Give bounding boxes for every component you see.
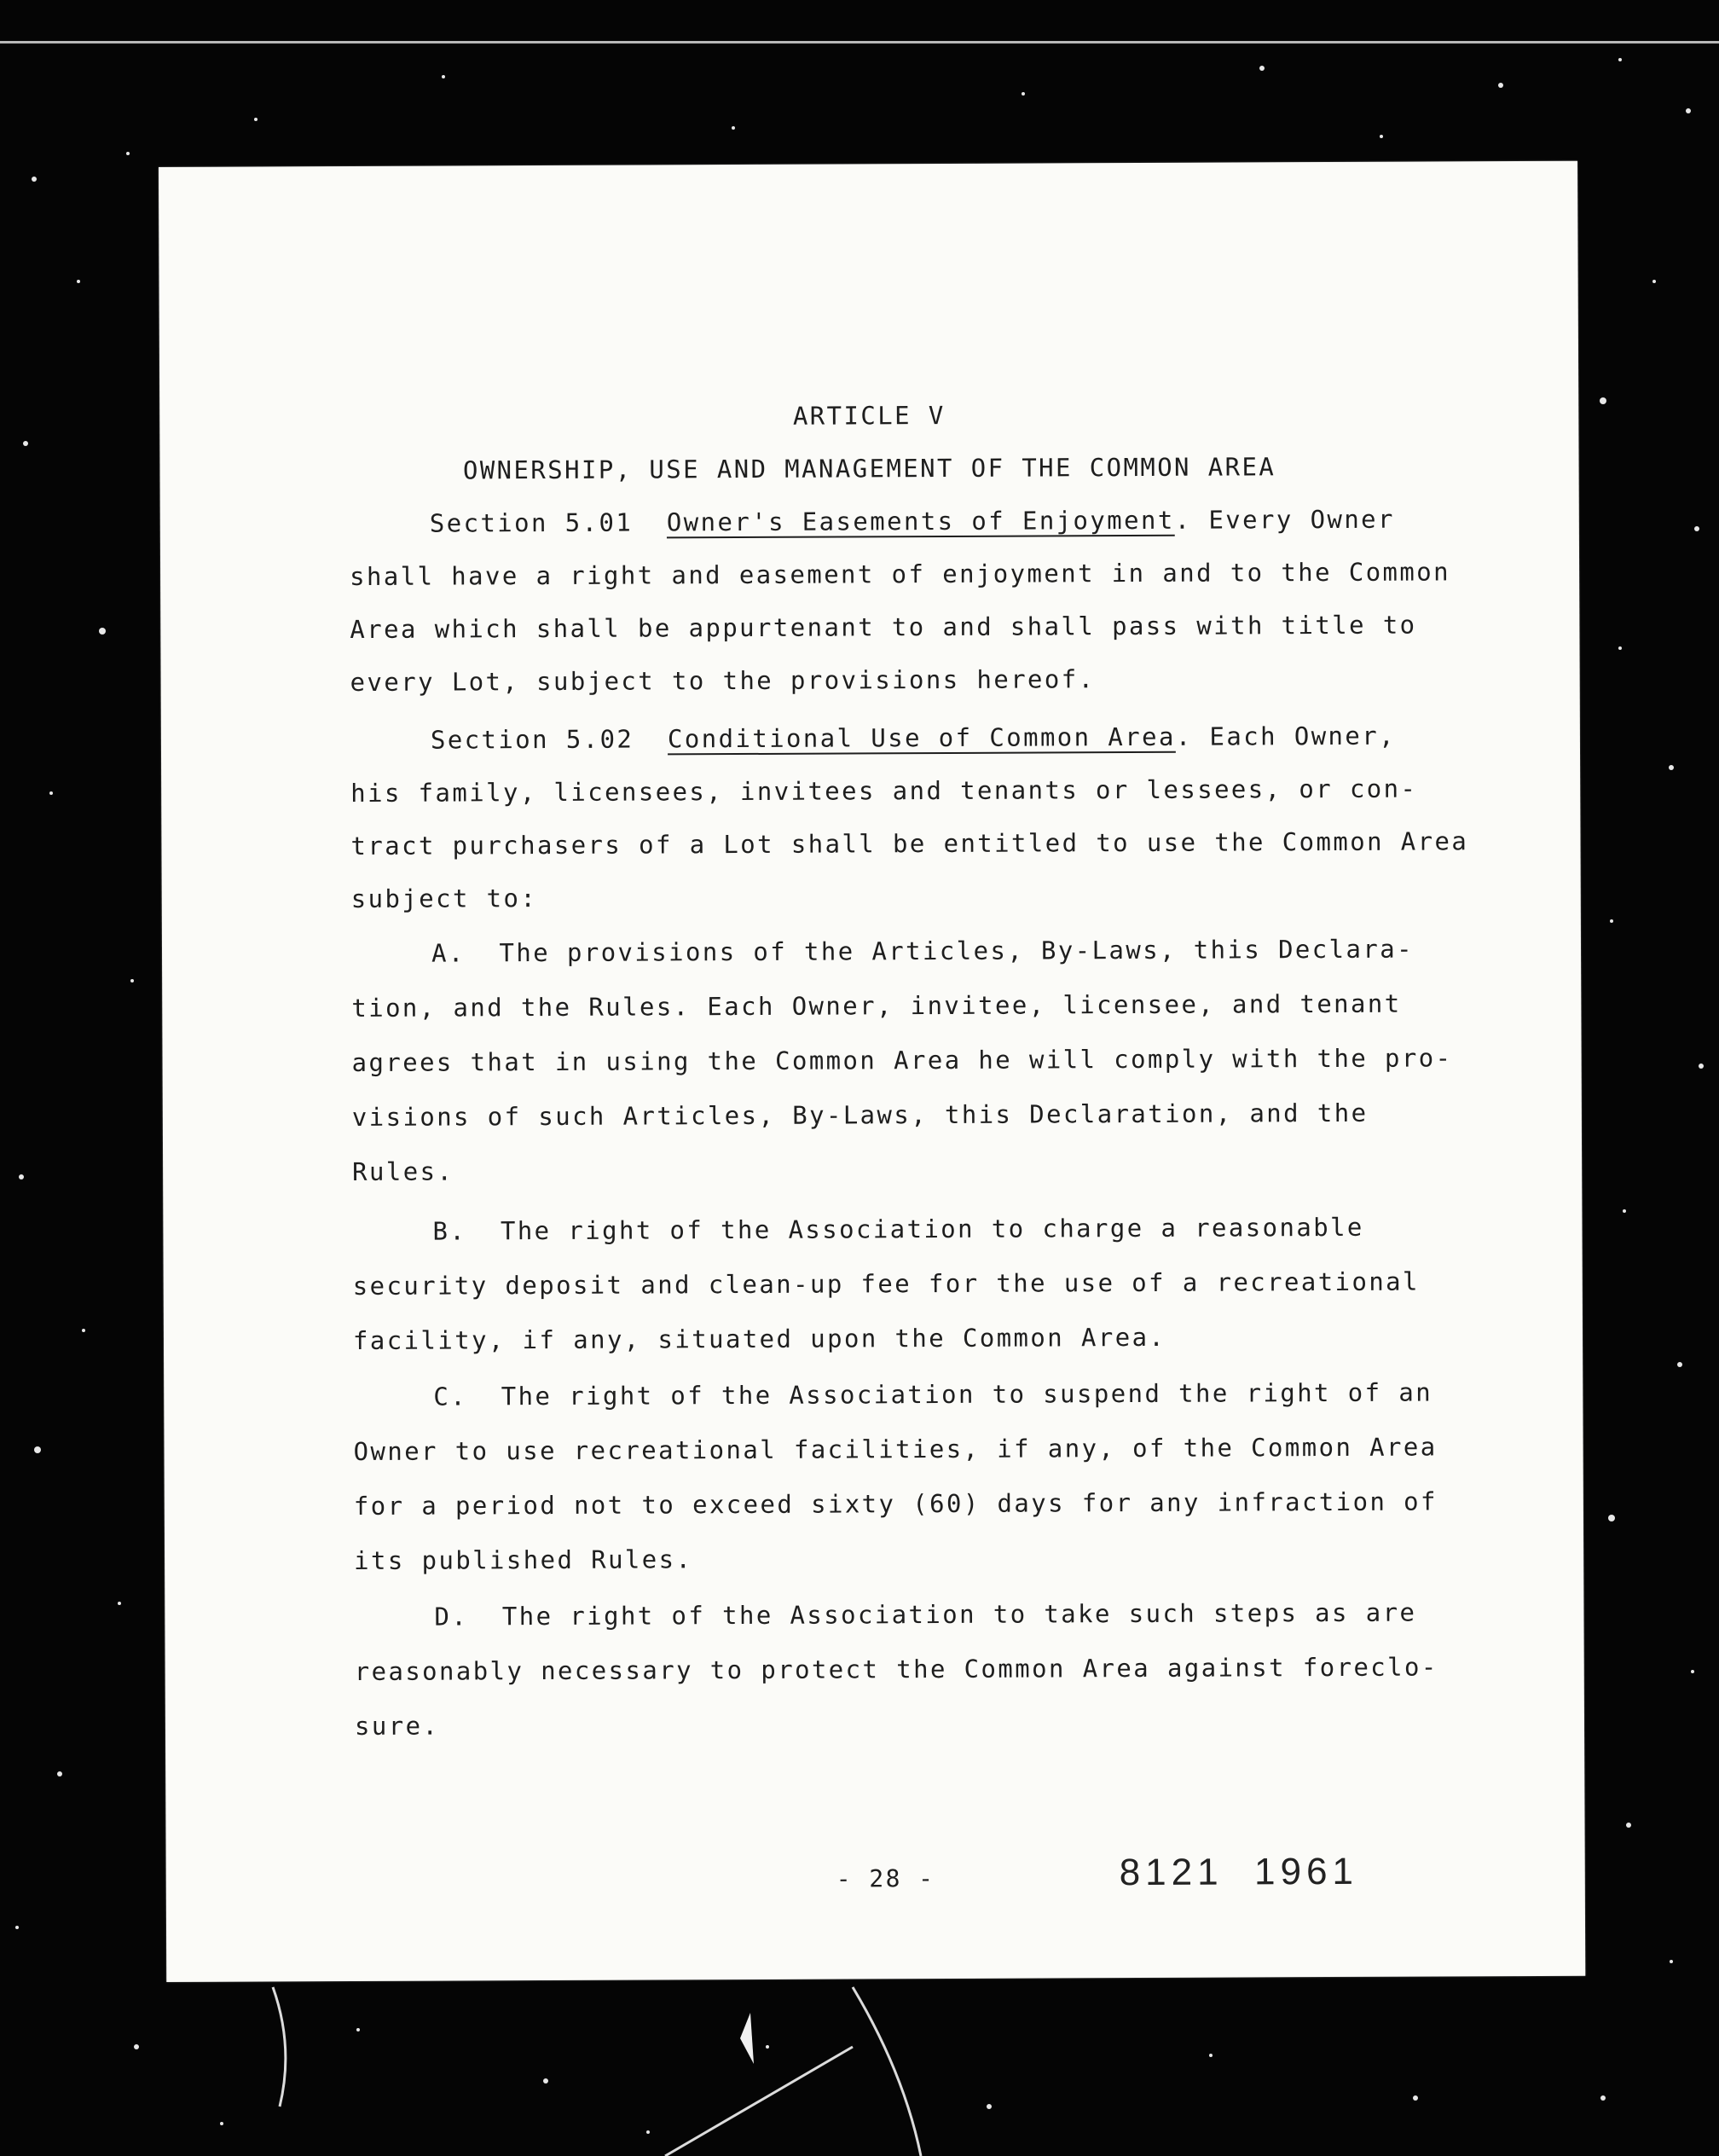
section-5-02-line-3: subject to: [350,884,538,914]
item-b-line-0: The right of the Association to charge a reasonable [500,1212,1364,1246]
item-b-line-2: facility, if any, situated upon the Common Area. [352,1322,1166,1356]
item-b-first-line [432,1213,1363,1246]
section-5-01-label: Section 5.01 [429,507,634,538]
item-c-line-0: The right of the Association to suspend the right of an [501,1377,1433,1411]
section-5-01-line-2: Area which shall be appurtenant to and shall pass with title to [350,610,1417,645]
document-body [159,161,1585,1982]
item-a-line-0: The provisions of the Articles, By-Laws, this Declara- [499,934,1414,968]
item-a-line-3: visions of such Articles, By-Laws, this Declaration, and the [351,1098,1369,1133]
section-5-02-line-0: . Each Owner, [1175,721,1397,751]
item-a-line-2: agrees that in using the Common Area he will comply with the pro- [351,1043,1453,1078]
item-b-label: B. [432,1216,467,1246]
article-heading: ARTICLE V [792,400,946,431]
section-5-01-line-0: . Every Owner [1174,504,1395,535]
item-c-label: C. [433,1382,468,1411]
item-d-label: D. [434,1602,469,1631]
section-5-01-line-1: shall have a right and easement of enjoyment in and to the Common [350,557,1451,592]
section-5-02-first-line [431,722,1396,755]
item-d-first-line [434,1598,1416,1631]
recording-stamp [1120,1851,1358,1894]
section-5-01-line-3: every Lot, subject to the provisions hereof. [350,664,1096,698]
item-d-line-2: sure. [354,1711,440,1742]
section-5-02-line-1: his family, licensees, invitees and tenants or lessees, or con- [350,774,1418,808]
stamp-page: 1961 [1253,1850,1359,1893]
item-d-line-1: reasonably necessary to protect the Common Area against foreclo- [354,1652,1438,1687]
page-number: - 28 - [836,1864,935,1893]
item-a-label: A. [431,938,466,968]
document-page [159,161,1585,1982]
item-d-line-0: The right of the Association to take such steps as are [501,1597,1417,1631]
item-a-line-1: tion, and the Rules. Each Owner, invitee, licensee, and tenant [351,988,1402,1023]
item-c-line-2: for a period not to exceed sixty (60) days for any infraction of [353,1487,1438,1521]
stamp-book: 8121 [1119,1851,1224,1894]
item-a-line-4: Rules. [352,1156,454,1187]
section-5-02-label: Section 5.02 [430,724,634,755]
item-c-line-3: its published Rules. [354,1545,693,1576]
item-b-line-1: security deposit and clean-up fee for the use of a recreational [352,1266,1420,1301]
article-title: OWNERSHIP, USE AND MANAGEMENT OF THE COMMON AREA [462,452,1276,485]
item-c-line-1: Owner to use recreational facilities, if any, of the Common Area [353,1432,1438,1467]
item-a-first-line [431,935,1414,968]
item-c-first-line [433,1377,1432,1411]
section-5-01-first-line [430,505,1395,538]
section-5-02-line-2: tract purchasers of a Lot shall be entitled to use the Common Area [350,826,1469,861]
section-5-01-heading: Owner's Easements of Enjoyment [666,505,1175,537]
section-5-02-heading: Conditional Use of Common Area [667,722,1176,754]
